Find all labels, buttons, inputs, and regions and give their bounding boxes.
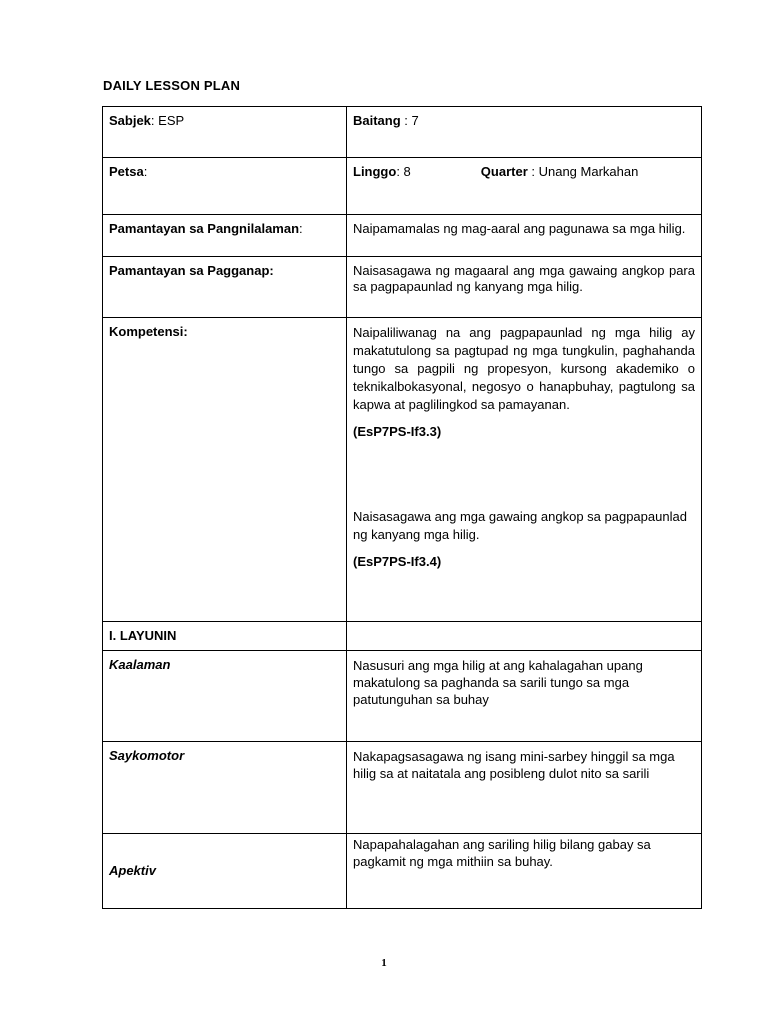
date-cell [103, 158, 347, 215]
psychomotor-label: Saykomotor [109, 748, 185, 763]
quarter-label: Quarter [480, 164, 528, 179]
objectives-label-cell [103, 622, 347, 651]
competency-label-cell [103, 318, 347, 622]
competency-code-1: (EsP7PS-If3.3) [353, 424, 442, 439]
content-standard-value: Naipamamalas ng mag-aaral ang pagunawa sa mga hilig. [347, 215, 702, 257]
content-standard-colon: : [299, 221, 303, 236]
table-row-content-standard [103, 215, 702, 257]
competency-label: Kompetensi: [109, 324, 188, 339]
objectives-label: I. LAYUNIN [109, 628, 177, 643]
competency-text-1: Naipaliliwanag na ang pagpapaunlad ng mga hilig ay makatutulong sa pagtupad ng mga tungkulin, paghahanda tungo sa pagpili ng propesyon, kursong akademiko o teknikalbokasyonal, negosyo o hanapbuhay, pagtulong sa kapwa at paglilingkod sa pamayanan. [353, 325, 695, 412]
affective-value: Napapahalagahan ang sariling hilig bilang gabay sa pagkamit ng mga mithiin sa buhay. [347, 834, 702, 909]
competency-text-2: Naisasagawa ang mga gawaing angkop sa pagpapaunlad ng kanyang mga hilig. [353, 509, 687, 542]
table-row-competency [103, 318, 702, 622]
competency-value-cell [347, 318, 702, 622]
table-row-performance-standard [103, 257, 702, 318]
week-label: Linggo [353, 164, 397, 179]
lesson-plan-table [102, 106, 702, 909]
affective-label-cell [103, 834, 347, 909]
objectives-empty-cell [347, 622, 702, 651]
subject-value: : ESP [150, 113, 185, 128]
table-row-knowledge [103, 651, 702, 742]
document-title: DAILY LESSON PLAN [103, 78, 241, 93]
psychomotor-label-cell [103, 742, 347, 834]
grade-value: : 7 [400, 113, 419, 128]
content-standard-label: Pamantayan sa Pangnilalaman [109, 221, 300, 236]
knowledge-label: Kaalaman [109, 657, 171, 672]
week-quarter-cell [347, 158, 702, 215]
subject-cell [103, 107, 347, 158]
performance-standard-label: Pamantayan sa Pagganap: [109, 263, 274, 278]
page-number: 1 [381, 957, 387, 969]
quarter-value: : Unang Markahan [527, 164, 639, 179]
knowledge-value: Nasusuri ang mga hilig at ang kahalagahan upang makatulong sa paghanda sa sarili tungo sa mga patutunguhan sa buhay [347, 651, 702, 742]
competency-code-2: (EsP7PS-If3.4) [353, 554, 442, 569]
grade-label: Baitang [353, 113, 401, 128]
table-row-objectives [103, 622, 702, 651]
table-row-psychomotor [103, 742, 702, 834]
content-standard-label-cell [103, 215, 347, 257]
performance-standard-value: Naisasagawa ng magaaral ang mga gawaing angkop para sa pagpapaunlad ng kanyang mga hilig. [347, 257, 702, 318]
knowledge-label-cell [103, 651, 347, 742]
date-value: : [143, 164, 148, 179]
table-row-affective [103, 834, 702, 909]
performance-standard-label-cell [103, 257, 347, 318]
grade-cell [347, 107, 702, 158]
week-value: : 8 [396, 164, 411, 179]
affective-label: Apektiv [109, 863, 156, 878]
table-row-date [103, 158, 702, 215]
psychomotor-value: Nakapagsasagawa ng isang mini-sarbey hinggil sa mga hilig sa at naitatala ang posibleng dulot nito sa sarili [347, 742, 702, 834]
subject-label: Sabjek [109, 113, 151, 128]
table-row-subject [103, 107, 702, 158]
date-label: Petsa [109, 164, 144, 179]
